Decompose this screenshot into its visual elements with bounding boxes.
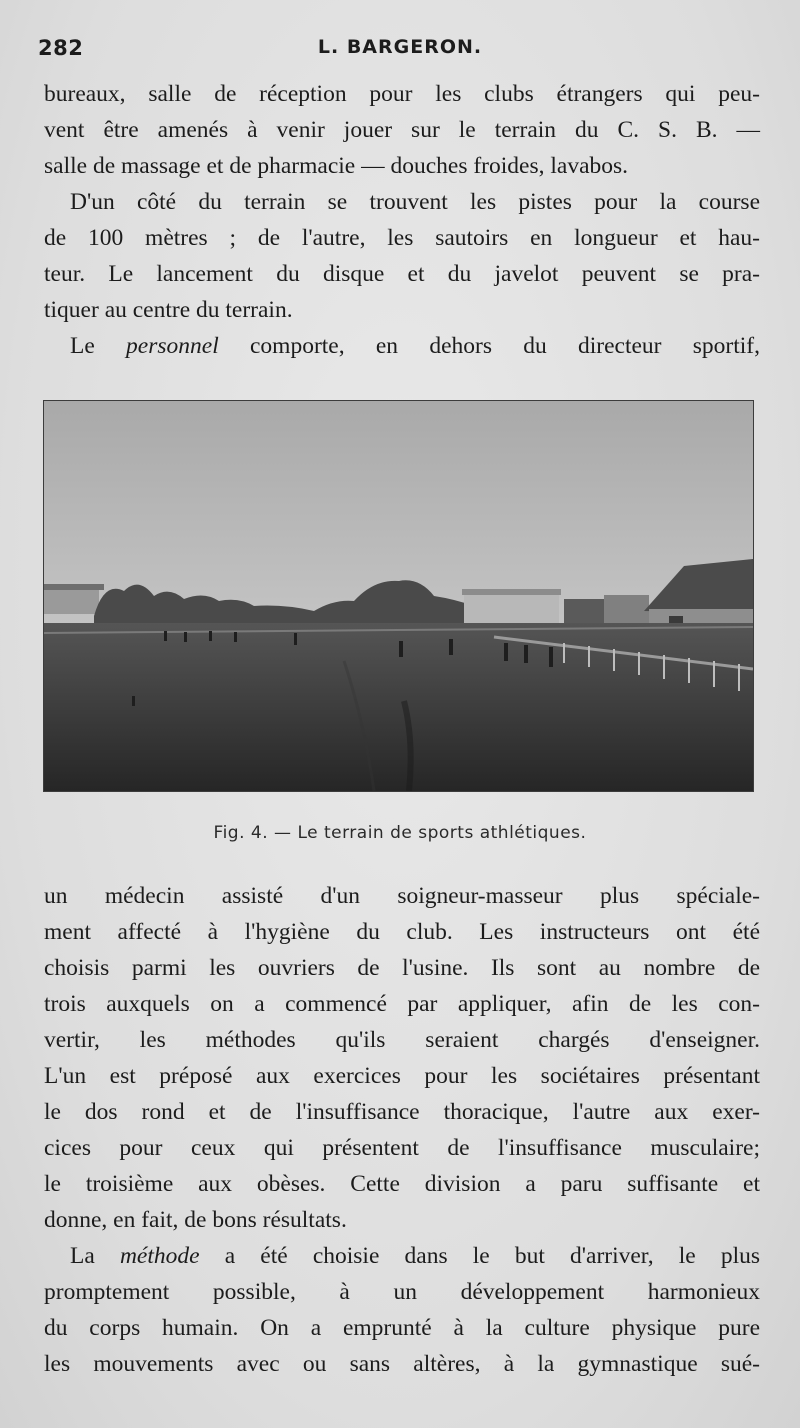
text-line: D'un côté du terrain se trouvent les pistes pour la course (70, 189, 760, 215)
italic-term-methode: méthode (119, 1243, 200, 1269)
text-line: L'un est préposé aux exercices pour les sociétaires présentant (44, 1063, 760, 1089)
text-run: Le (70, 333, 127, 359)
text-run: a été choisie dans le but d'arriver, le plus (199, 1243, 760, 1269)
page-number: 282 (38, 36, 84, 60)
text-line: le troisième aux obèses. Cette division a paru suffisante et (44, 1171, 760, 1197)
text-line: cices pour ceux qui présentent de l'insuffisance musculaire; (44, 1135, 760, 1161)
text-line: les mouvements avec ou sans altères, à la gymnastique sué- (44, 1351, 760, 1377)
text-line: teur. Le lancement du disque et du javelot peuvent se pra- (44, 261, 760, 287)
italic-term-personnel: personnel (126, 333, 219, 359)
text-line: trois auxquels on a commencé par appliquer, afin de les con- (44, 991, 760, 1017)
text-run: comporte, en dehors du directeur sportif, (218, 333, 760, 359)
text-line: choisis parmi les ouvriers de l'usine. Ils sont au nombre de (44, 955, 760, 981)
text-line: tiquer au centre du terrain. (44, 297, 293, 323)
text-line: promptement possible, à un développement harmonieux (44, 1279, 760, 1305)
bottom-paragraphs (44, 878, 760, 1382)
text-line: vertir, les méthodes qu'ils seraient chargés d'enseigner. (44, 1027, 760, 1053)
text-line: donne, en fait, de bons résultats. (44, 1207, 347, 1233)
text-line-methode (44, 1238, 760, 1274)
text-line: le dos rond et de l'insuffisance thoracique, l'autre aux exer- (44, 1099, 760, 1125)
text-line: ment affecté à l'hygiène du club. Les instructeurs ont été (44, 919, 760, 945)
figure-photograph (43, 400, 754, 792)
text-line: un médecin assisté d'un soigneur-masseur plus spéciale- (44, 883, 760, 909)
running-head: L. BARGERON. (317, 36, 483, 58)
text-line: bureaux, salle de réception pour les clubs étrangers qui peu- (44, 81, 760, 107)
page-header (38, 30, 762, 62)
figure-caption: Fig. 4. — Le terrain de sports athlétiques. (213, 823, 587, 843)
text-line: du corps humain. On a emprunté à la culture physique pure (44, 1315, 760, 1341)
text-line: salle de massage et de pharmacie — douches froides, lavabos. (44, 153, 629, 179)
text-line: vent être amenés à venir jouer sur le terrain du C. S. B. — (44, 117, 760, 143)
text-run: La (70, 1243, 120, 1269)
text-line-personnel (44, 328, 760, 364)
top-paragraphs (44, 76, 760, 364)
text-line: de 100 mètres ; de l'autre, les sautoirs en longueur et hau- (44, 225, 760, 251)
